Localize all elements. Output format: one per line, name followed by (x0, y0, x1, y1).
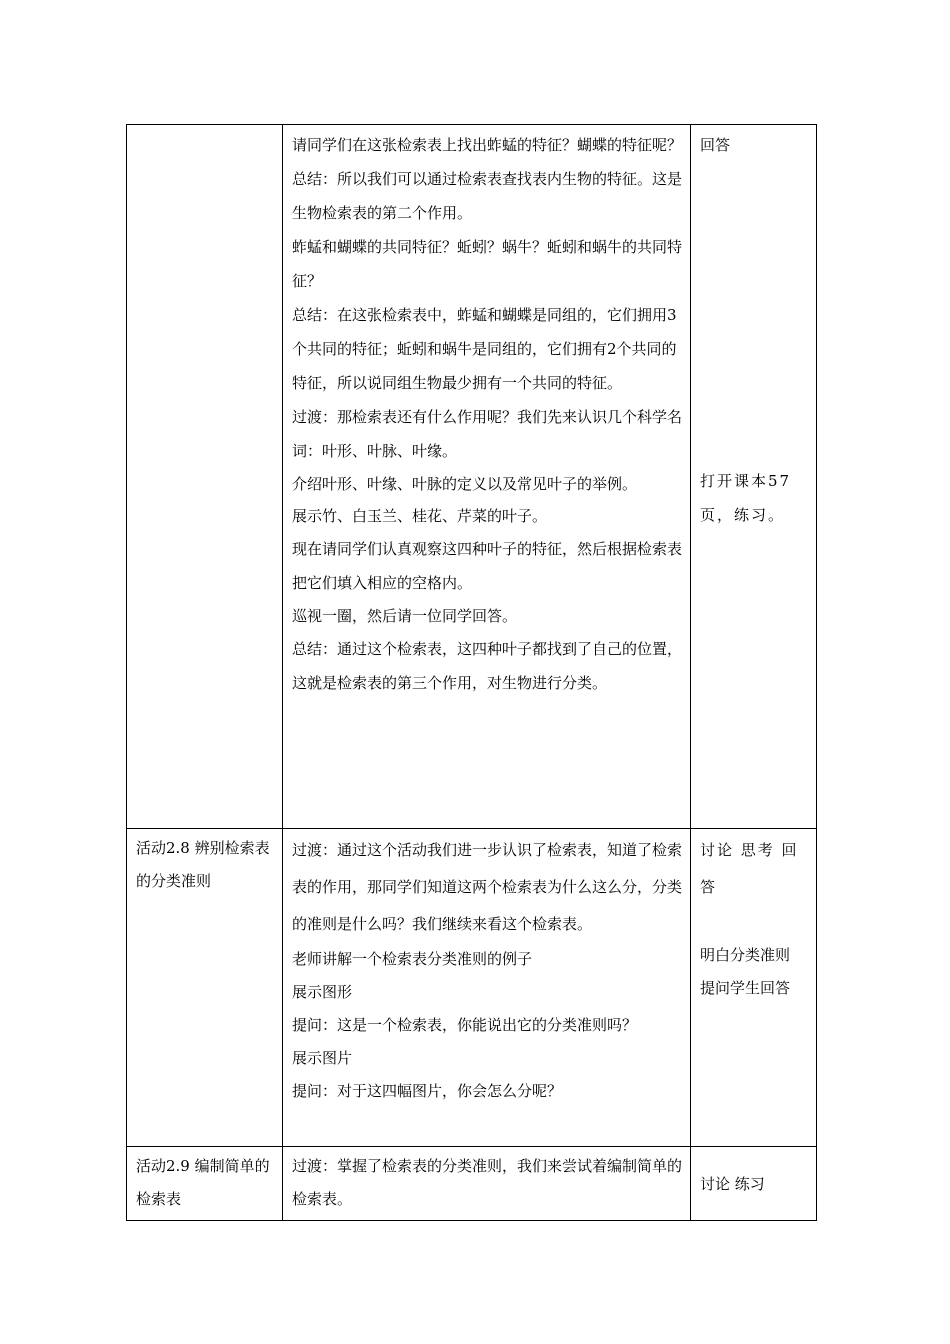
content-paragraph: 巡视一圈，然后请一位同学回答。 (292, 607, 518, 625)
table-row (127, 125, 817, 829)
content-paragraph: 老师讲解一个检索表分类准则的例子 (292, 950, 533, 968)
student-note: 明白分类准则 (700, 946, 791, 964)
content-paragraph: 展示竹、白玉兰、桂花、芹菜的叶子。 (292, 507, 548, 525)
content-paragraph: 展示图形 (292, 983, 353, 1001)
student-note: 提问学生回答 (700, 979, 791, 997)
content-cell (283, 829, 691, 1147)
table-row (127, 829, 817, 1147)
student-note: 讨论 练习 (700, 1174, 765, 1193)
student-cell (691, 125, 817, 829)
content-paragraph: 总结：在这张检索表中，蚱蜢和蝴蝶是同组的，它们拥用3个共同的特征；蚯蚓和蜗牛是同组的，它们拥有2个共同的特征，所以说同组生物最少拥有一个共同的特征。 (292, 306, 677, 392)
content-paragraph: 现在请同学们认真观察这四种叶子的特征，然后根据检索表把它们填入相应的空格内。 (292, 540, 683, 592)
content-paragraph: 总结：通过这个检索表，这四种叶子都找到了自己的位置，这就是检索表的第三个作用，对生物进行分类。 (292, 640, 683, 692)
content-paragraph: 过渡：那检索表还有什么作用呢？我们先来认识几个科学名词：叶形、叶脉、叶缘。 (292, 408, 683, 460)
lesson-plan-table (126, 124, 817, 1221)
student-cell (691, 1147, 817, 1221)
content-paragraph: 介绍叶形、叶缘、叶脉的定义以及常见叶子的举例。 (292, 475, 638, 493)
student-note: 回答 (700, 136, 731, 154)
table-row (127, 1147, 817, 1221)
activity-cell: 活动2.8 辨别检索表的分类准则 (127, 829, 283, 1147)
student-note: 打开课本57页，练习。 (700, 472, 792, 524)
content-paragraph: 展示图片 (292, 1049, 353, 1067)
content-cell (283, 125, 691, 829)
content-paragraph: 提问：对于这四幅图片，你会怎么分呢？ (292, 1082, 563, 1100)
content-paragraph: 过渡：掌握了检索表的分类准则，我们来尝试着编制简单的检索表。 (292, 1157, 683, 1208)
content-paragraph: 提问：这是一个检索表，你能说出它的分类准则吗？ (292, 1016, 638, 1034)
activity-cell: 活动2.9 编制简单的检索表 (127, 1147, 283, 1221)
student-note: 讨论 思考 回答 (700, 841, 799, 896)
activity-cell (127, 125, 283, 829)
content-paragraph: 总结：所以我们可以通过检索表查找表内生物的特征。这是生物检索表的第二个作用。 (292, 170, 683, 222)
content-cell (283, 1147, 691, 1221)
student-cell (691, 829, 817, 1147)
content-paragraph: 请同学们在这张检索表上找出蚱蜢的特征？蝴蝶的特征呢？ (292, 136, 683, 154)
content-paragraph: 过渡：通过这个活动我们进一步认识了检索表，知道了检索表的作用，那同学们知道这两个检索表为什么这么分，分类的准则是什么吗？我们继续来看这个检索表。 (292, 841, 683, 933)
content-paragraph: 蚱蜢和蝴蝶的共同特征？蚯蚓？蜗牛？蚯蚓和蜗牛的共同特征？ (292, 238, 683, 290)
